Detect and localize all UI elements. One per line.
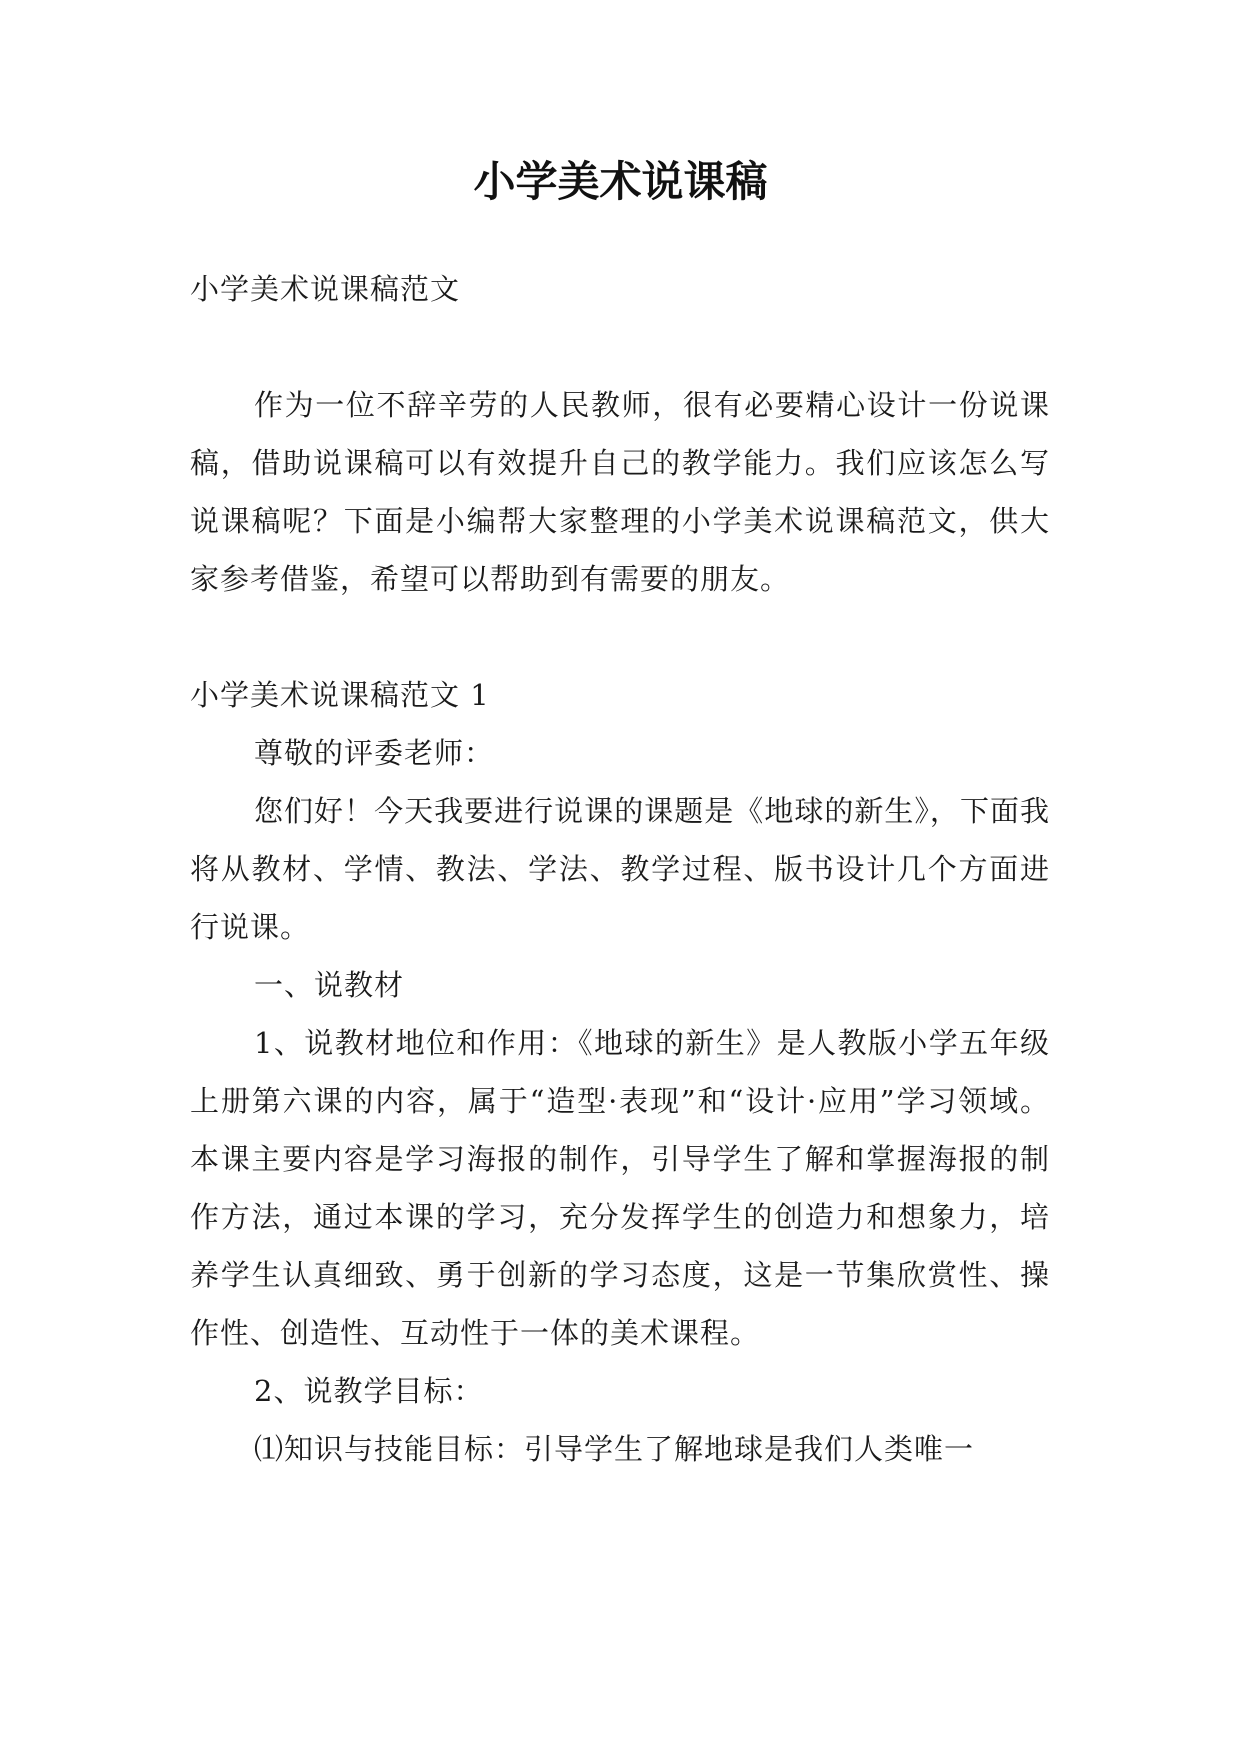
intro-paragraph: 作为一位不辞辛劳的人民教师，很有必要精心设计一份说课稿，借助说课稿可以有效提升自己的教学能力。我们应该怎么写说课稿呢？下面是小编帮大家整理的小学美术说课稿范文，供大家参考借鉴，希望可以帮助到有需要的朋友。 [190,388,1050,596]
greeting-paragraph: 尊敬的评委老师： [254,736,495,770]
item-paragraph: 1、说教材地位和作用：《地球的新生》是人教版小学五年级上册第六课的内容，属于“造型·表现”和“设计·应用”学习领域。本课主要内容是学习海报的制作，引导学生了解和掌握海报的制作方法，通过本课的学习，充分发挥学生的创造力和想象力，培养学生认真细致、勇于创新的学习态度，这是一节集欣赏性、操作性、创造性、互动性于一体的美术课程。 [190,1026,1050,1350]
item-paragraph: 2、说教学目标： [254,1374,484,1408]
document-title: 小学美术说课稿 [473,157,768,206]
part-heading: 一、说教材 [254,968,405,1002]
document-body [190,260,1050,1478]
document-subtitle: 小学美术说课稿范文 [190,272,461,306]
section-heading: 小学美术说课稿范文 1 [190,678,490,712]
item-paragraph: ⑴知识与技能目标：引导学生了解地球是我们人类唯一 [254,1432,975,1466]
opening-paragraph: 您们好！今天我要进行说课的课题是《地球的新生》，下面我将从教材、学情、教法、学法、教学过程、版书设计几个方面进行说课。 [190,794,1050,944]
